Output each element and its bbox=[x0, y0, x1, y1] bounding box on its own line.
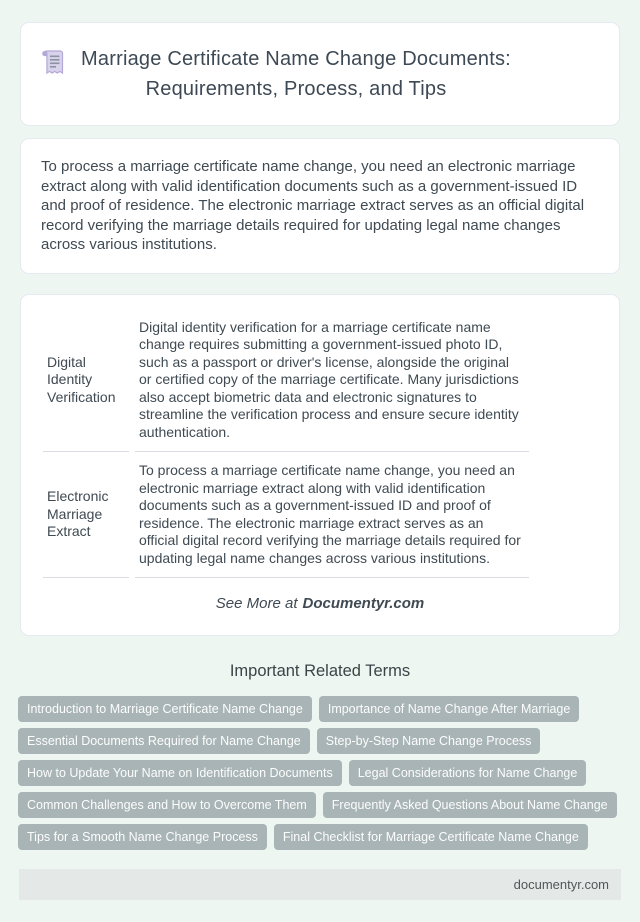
header-card bbox=[20, 22, 620, 126]
term-label: Electronic Marriage Extract bbox=[43, 452, 129, 578]
tag-update-id-documents[interactable]: How to Update Your Name on Identification Documents bbox=[18, 760, 342, 786]
tag-essential-documents[interactable]: Essential Documents Required for Name Change bbox=[18, 728, 310, 754]
intro-paragraph: To process a marriage certificate name change, you need an electronic marriage extract along with valid identification documents such as a government-issued ID and proof of residence. The electronic marriage extract serves as an official digital record verifying the marriage details required for updating legal name changes across various institutions. bbox=[41, 158, 585, 253]
tag-tips[interactable]: Tips for a Smooth Name Change Process bbox=[18, 824, 267, 850]
tag-final-checklist[interactable]: Final Checklist for Marriage Certificate Name Change bbox=[274, 824, 588, 850]
tag-step-by-step[interactable]: Step-by-Step Name Change Process bbox=[317, 728, 541, 754]
footer-site-label: documentyr.com bbox=[513, 877, 609, 892]
tag-common-challenges[interactable]: Common Challenges and How to Overcome Them bbox=[18, 792, 316, 818]
see-more-line bbox=[37, 578, 603, 625]
see-more-prefix: See More at bbox=[215, 595, 298, 612]
related-terms-tags bbox=[0, 696, 640, 850]
terms-table-card bbox=[20, 294, 620, 637]
related-terms-heading: Important Related Terms bbox=[229, 662, 411, 680]
tag-introduction[interactable]: Introduction to Marriage Certificate Name Change bbox=[18, 696, 312, 722]
table-row bbox=[43, 309, 529, 453]
term-label: Digital Identity Verification bbox=[43, 309, 129, 453]
tag-importance[interactable]: Importance of Name Change After Marriage bbox=[319, 696, 579, 722]
terms-table bbox=[37, 309, 535, 579]
term-description: To process a marriage certificate name change, you need an electronic marriage extract along with valid identification documents such as a government-issued ID and proof of residence. The electronic marriage extract serves as an official digital record verifying the marriage details required for updating legal name changes across various institutions. bbox=[135, 452, 529, 578]
page-title: Marriage Certificate Name Change Documents: Requirements, Process, and Tips bbox=[81, 48, 511, 100]
term-description: Digital identity verification for a marriage certificate name change requires submitting a government-issued photo ID, such as a passport or driver's license, alongside the original or certified copy of the marriage certificate. Many jurisdictions also accept biometric data and electronic signatures to streamline the verification process and ensure secure identity authentication. bbox=[135, 309, 529, 453]
tag-faq[interactable]: Frequently Asked Questions About Name Change bbox=[323, 792, 617, 818]
intro-card bbox=[20, 138, 620, 274]
footer-bar bbox=[19, 869, 621, 900]
see-more-site-link[interactable]: Documentyr.com bbox=[302, 595, 425, 612]
tag-legal-considerations[interactable]: Legal Considerations for Name Change bbox=[349, 760, 587, 786]
table-row bbox=[43, 452, 529, 578]
receipt-icon bbox=[41, 49, 65, 77]
